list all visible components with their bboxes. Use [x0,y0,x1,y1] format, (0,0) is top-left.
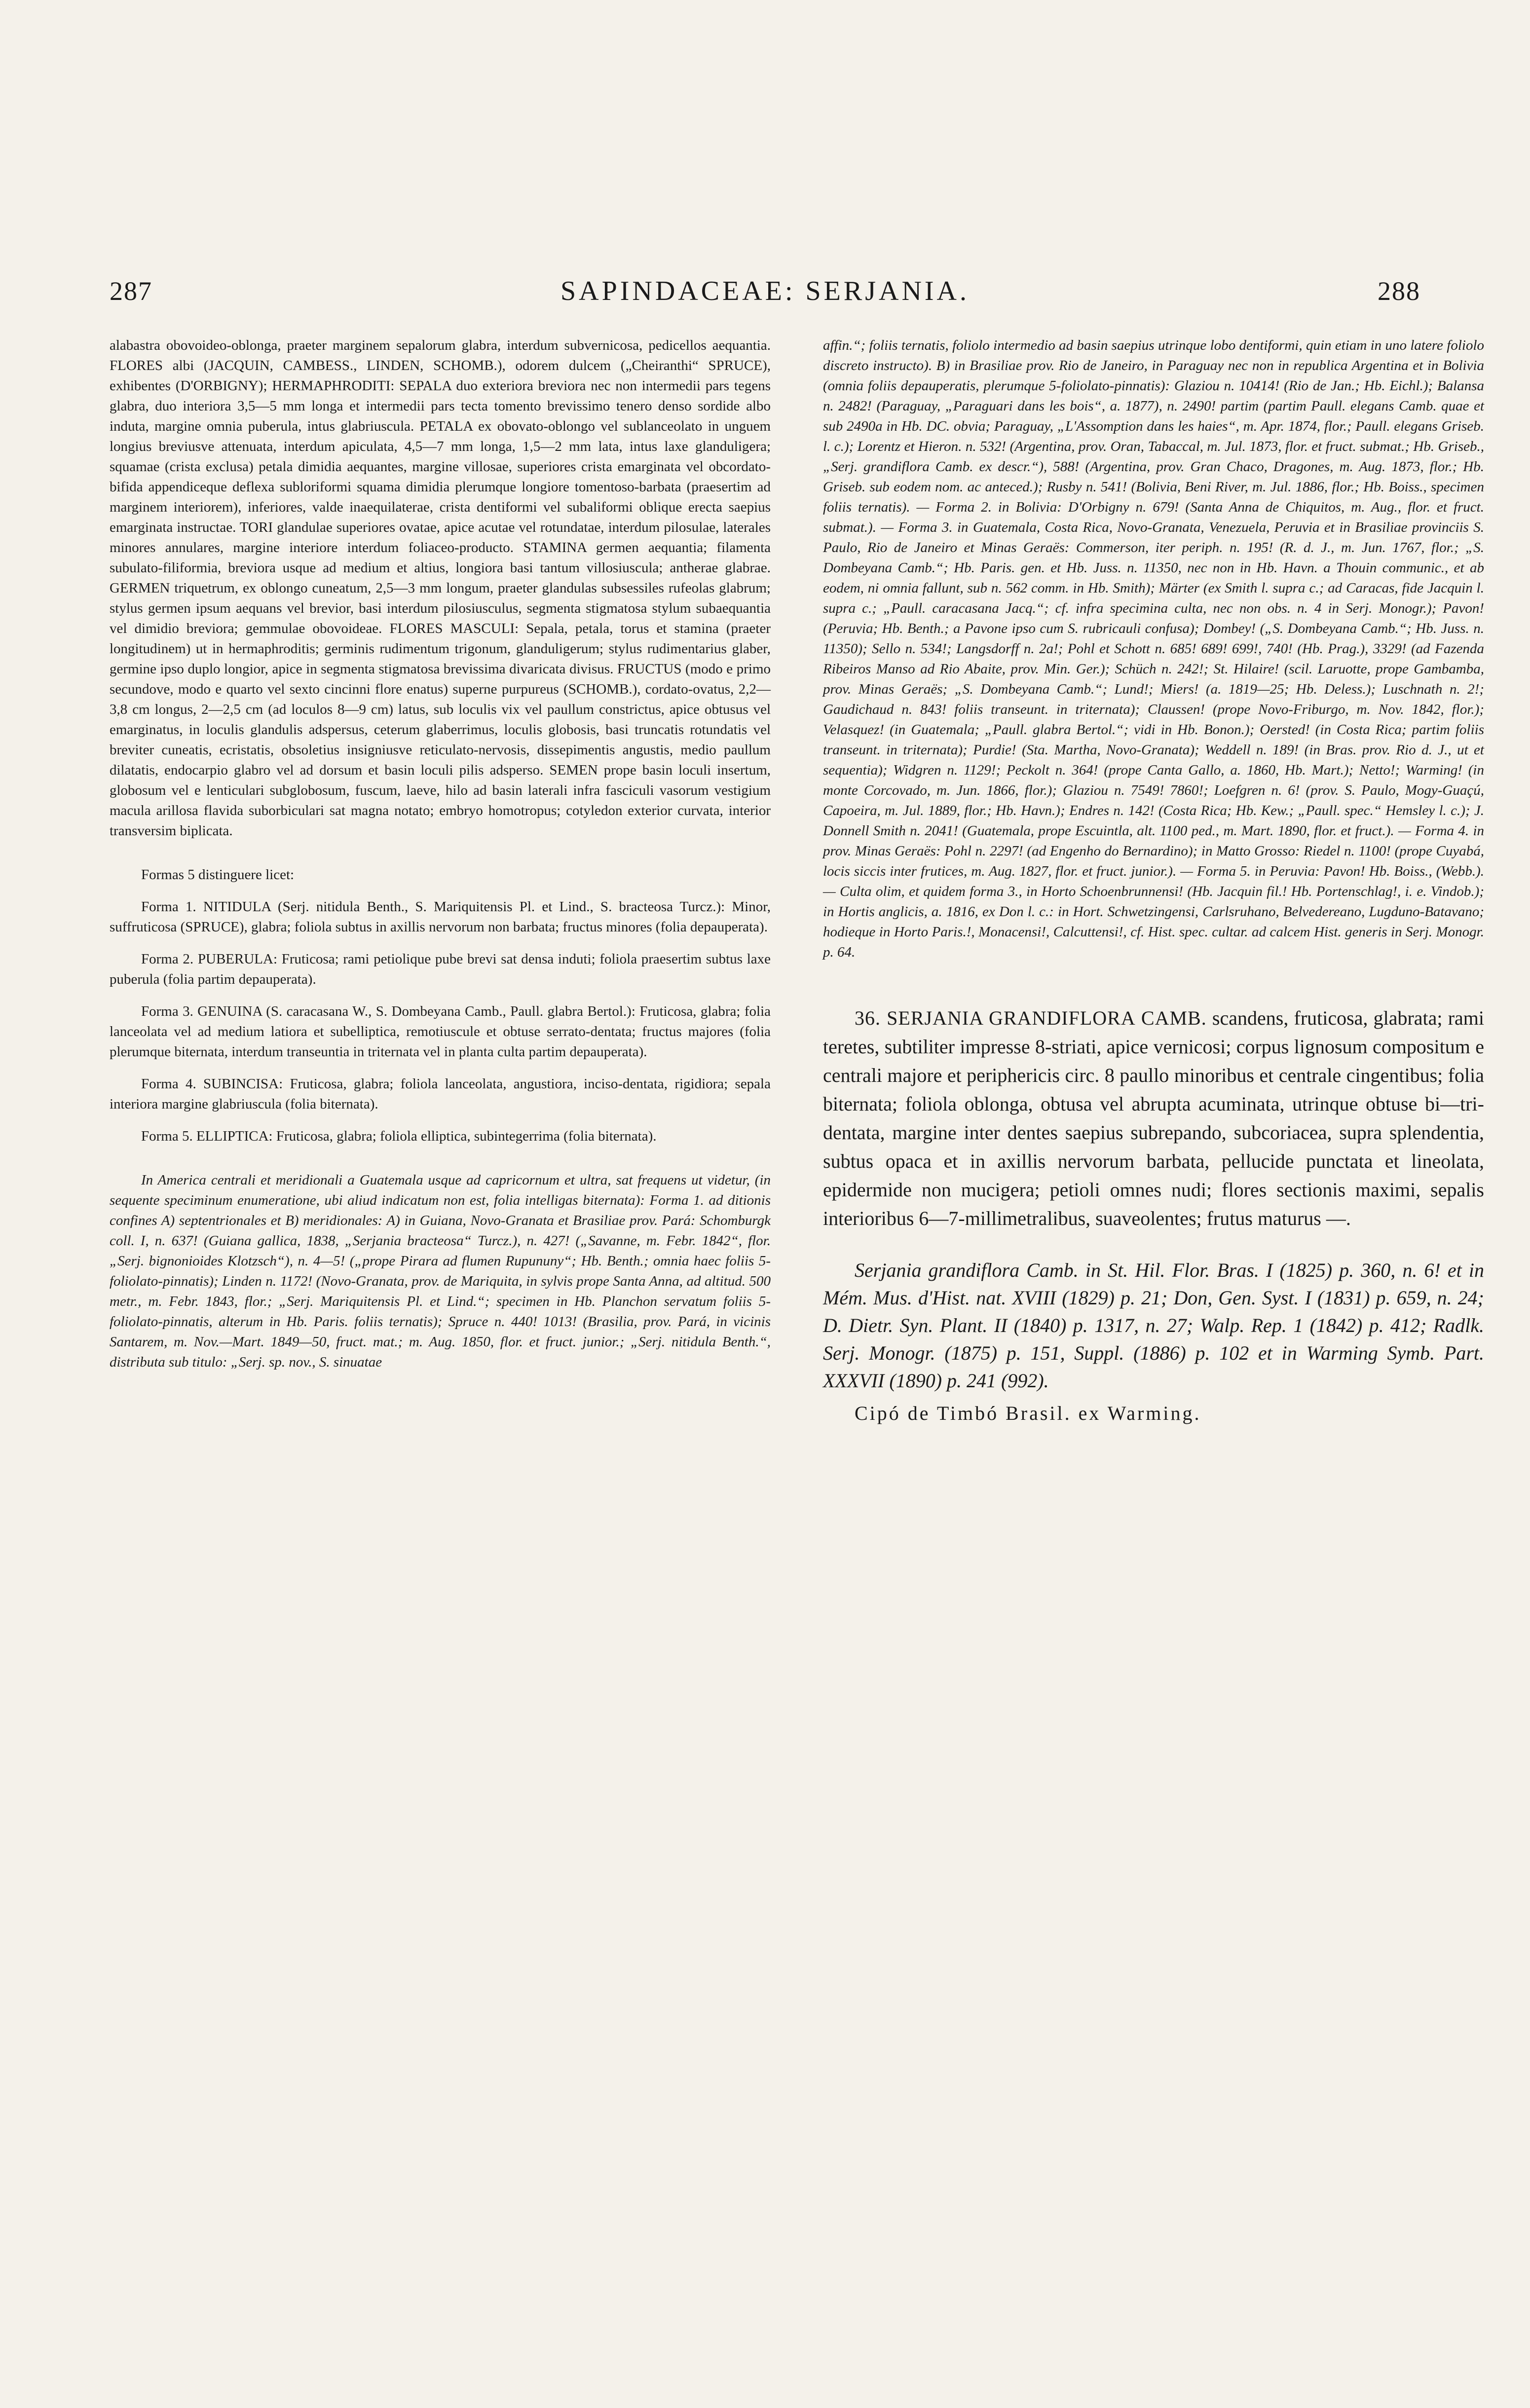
page-number-left: 287 [110,276,152,306]
species-description-continued: alabastra obovoideo-oblonga, praeter marginem sepalorum glabra, interdum subvernicosa, pedicellos aequantia. FLORES albi (JACQUIN, CAMBESS., LINDEN, SCHOMB.), odorem dulcem („Cheiranthi“ SPRUCE), exhibentes (D'ORBIGNY); HERMAPHRODITI: SEPALA duo exteriora breviora nec non intermedii pars tegens glabra, duo interiora 3,5—5 mm longa et intermedii pars tecta tomento brevissimo tenero denso sordide albo induta, margine omnia puberula, intus glabriuscula. PETALA ex obovato-oblongo vel sublanceolato in unguem longius breviusve attenuata, interdum apiculata, 4,5—7 mm longa, 1,5—2 mm lata, intus laxe glanduligera; squamae (crista exclusa) petala dimidia aequantes, margine villosae, superiores crista emarginata vel obcordato-bifida appendiceque deflexa subloriformi squama dimidia plerumque longiore tomentoso-barbata (praesertim ad marginem interiorem), inferiores, valde inaequilaterae, crista dentiformi vel subaliformi oblique erecta saepius emarginata instructae. TORI glandulae superiores ovatae, apice acutae vel rotundatae, interdum pilosulae, laterales minores annulares, margine interiore interdum foliaceo-producto. STAMINA germen aequantia; filamenta subulato-filiformia, breviora usque ad medium et altius, longiora basi tantum villosiuscula; antherae glabrae. GERMEN triquetrum, ex oblongo cuneatum, 2,5—3 mm longum, praeter glandulas subsessiles rufeolas glabrum; stylus germen ipsum aequans vel brevior, basi interdum pilosiusculus, segmenta stigmatosa stylum subaequantia vel dimidio breviora; gemmulae obovoideae. FLORES MASCULI: Sepala, petala, torus et stamina (praeter longitudinem) ut in hermaphroditis; germinis rudimentum trigonum, glanduligerum; stylus rudimentarius glaber, germine ipso duplo longior, apice in segmenta stigmatosa brevissima divaricata divisus. FRUCTUS (modo e primo secundove, modo e quarto vel sexto cincinni flore enatus) superne purpureus (SCHOMB.), cordato-ovatus, 2,2—3,8 cm longus, 2—2,5 cm (ad loculos 8—9 cm) latus, sub loculis vix vel paullum constrictus, apice obtusus vel emarginatus, in loculis glandulis adspersus, ceterum glaberrimus, loculis globosis, basi truncatis rotundatis vel breviter cuneatis, ecristatis, obsoletius insigniusve reticulato-nervosis, dissepimentis angustis, medio paullum dilatatis, endocarpio glabro vel ad dorsum et basin loculi pilis adsperso. SEMEN prope basin loculi insertum, globosum vel e lenticulari subglobosum, fuscum, laeve, hilo ad basin laterali infra fasciculi vasorum vestigium macula arillosa flavida suborbiculari sat magna notato; embryo homotropus; cotyledon exterior curvata, interior transversim biplicata. [110,337,771,839]
references: Serjania grandiflora Camb. in St. Hil. Flor. Bras. I (1825) p. 360, n. 6! et in Mém. Mus. d'Hist. nat. XVIII (1829) p. 21; Don, Gen. Syst. I (1831) p. 659, n. 24; D. Dietr. Syn. Plant. II (1840) p. 1317, n. 27; Walp. Rep. 1 (1842) p. 412; Radlk. Serj. Monogr. (1875) p. 151, Suppl. (1886) p. 102 et in Warming Symb. Part. XXXVII (1890) p. 241 (992). [823,1259,1484,1392]
forma-1: Forma 1. NITIDULA (Serj. nitidula Benth., S. Mariquitensis Pl. et Lind., S. bracteosa Turcz.): Minor, suffruticosa (SPRUCE), glabra; foliola subtus in axillis nervorum non barbata; fructus minores (folia depauperata). [110,899,771,935]
distribution-paragraph: In America centrali et meridionali a Guatemala usque ad capricornum et ultra, sat frequens ut videtur, (in sequente speciminum enumeratione, ubi aliud indicatum non est, folia intelligas biternata): Forma 1. ad ditionis confines A) septentrionales et B) meridionales: A) in Guiana, Novo-Granata et Brasiliae prov. Pará: Schomburgk coll. I, n. 637! (Guiana gallica, 1838, „Serjania bracteosa“ Turcz.), n. 427! („Savanne, m. Febr. 1842“, flor. „Serj. bignonioides Klotzsch“), n. 4—5! („prope Pirara ad flumen Rupununy“; Hb. Benth.; omnia haec foliis 5-foliolato-pinnatis); Linden n. 1172! (Novo-Granata, prov. de Mariquita, in sylvis prope Santa Anna, ad altitud. 500 metr., m. Febr. 1843, flor.; „Serj. Mariquitensis Pl. et Lind.“; specimen in Hb. Planchon servatum foliis 5-foliolato-pinnatis, alterum in Hb. Paris. foliis ternatis); Spruce n. 440! 1013! (Brasilia, prov. Pará, in vicinis Santarem, m. Nov.—Mart. 1849—50, fruct. mat.; m. Aug. 1850, flor. et fruct. junior.; „Serj. nitidula Benth.“, distributa sub titulo: „Serj. sp. nov., S. sinuatae [110,1172,771,1370]
left-column [110,335,771,1372]
forma-4: Forma 4. SUBINCISA: Fruticosa, glabra; foliola lanceolata, angustiora, inciso-dentata, rigidiora; sepala interiora margine glabriuscula (folia biternata). [110,1076,771,1112]
formas-intro: Formas 5 distinguere licet: [141,867,295,883]
right-column [823,335,1484,1427]
running-title: SAPINDACEAE: SERJANIA. [560,276,970,306]
species-description: scandens, fruticosa, glabrata; rami teretes, subtiliter impresse 8-striati, apice vernicosi; corpus lignosum compositum e centrali majore et periphericis circ. 8 paullo minoribus et centrale cingentibus; folia biternata; foliola oblonga, obtusa vel abrupta acuminata, utrinque obtuse bi—tri-dentata, margine inter dentes saepius subrepando, subcoriacea, supra splendentia, subtus opaca et in axillis nervorum barbata, pellucide punctata et lineolata, epidermide non mucigera; petioli omnes nudi; flores sectionis maximi, sepalis interioribus 6—7-millimetralibus, suaveolentes; frutus maturus —. [823,1007,1485,1229]
forma-3: Forma 3. GENUINA (S. caracasana W., S. Dombeyana Camb., Paull. glabra Bertol.): Fruticosa, glabra; folia lanceolata vel ad medium latiora et subelliptica, remotiuscule et obtuse serrato-dentata; fructus majores (folia plerumque biternata, interdum transeuntia in triternata vel in planta culta partim depauperata). [110,1003,771,1060]
forma-2: Forma 2. PUBERULA: Fruticosa; rami petiolique pube brevi sat densa induti; foliola praesertim subtus laxe puberula (folia partim depauperata). [110,951,771,987]
forma-5: Forma 5. ELLIPTICA: Fruticosa, glabra; foliola elliptica, subintegerrima (folia biternata). [141,1128,657,1144]
species-heading: 36. SERJANIA GRANDIFLORA [855,1007,1136,1029]
distribution-continued: affin.“; foliis ternatis, foliolo intermedio ad basin saepius utrinque lobo dentiformi, quin etiam in uno latere foliolo discreto instructo). B) in Brasiliae prov. Rio de Janeiro, in Paraguay nec non in republica Argentina et in Bolivia (omnia foliis depauperatis, plerumque 5-foliolato-pinnatis): Glaziou n. 10414! (Rio de Jan.; Hb. Eichl.); Balansa n. 2482! (Paraguay, „Paraguari dans les bois“, a. 1877), n. 2490! partim (partim Paull. elegans Camb. quae et sub 2490a in Hb. DC. obvia; Paraguay, „L'Assomption dans les haies“, m. Apr. 1874, flor.; Paull. elegans Griseb. l. c.); Lorentz et Hieron. n. 532! (Argentina, prov. Oran, Tabaccal, m. Jul. 1873, flor. et fruct. submat.; Hb. Griseb., „Serj. grandiflora Camb. ex descr.“), 588! (Argentina, prov. Gran Chaco, Dragones, m. Aug. 1873, flor.; Hb. Griseb. sub eodem nom. ac anteced.); Rusby n. 541! (Bolivia, Beni River, m. Jul. 1886, flor.; Hb. Boiss., specimen foliis ternatis). — Forma 2. in Bolivia: D'Orbigny n. 679! (Santa Anna de Chiquitos, m. Aug., flor. et fruct. submat.). — Forma 3. in Guatemala, Costa Rica, Novo-Granata, Venezuela, Peruvia et in Brasiliae provinciis S. Paulo, Rio de Janeiro et Minas Geraës: Commerson, iter periph. n. 195! (R. d. J., m. Jun. 1767, flor.; „S. Dombeyana Camb.“; Hb. Paris. gen. et Hb. Juss. n. 11350, nec non in Hb. Havn. a Thouin communic., et ab eodem, ni omnia fallunt, sub n. 562 comm. in Hb. Smith); Märter (ex Smith l. supra c.; ad Caracas, fide Jacquin l. supra c.; „Paull. caracasana Jacq.“; cf. infra specimina culta, nec non obs. n. 4 in Serj. Monogr.); Pavon! (Peruvia; Hb. Benth.; a Pavone ipso cum S. rubricauli confusa); Dombey! („S. Dombeyana Camb.“; Hb. Juss. n. 11350); Sello n. 534!; Langsdorff n. 2a!; Pohl et Schott n. 685! 689! 699!, 740! (Hb. Prag.), 3329! (ad Fazenda Ribeiros Manso ad Rio Abaite, prov. Min. Ger.); Schüch n. 242!; St. Hilaire! (scil. Laruotte, prope Gambamba, prov. Minas Geraës; „S. Dombeyana Camb.“; Lund!; Miers! (a. 1819—25; Hb. Deless.); Luschnath n. 2!; Gaudichaud n. 843! foliis transeunt. in triternata); Claussen! (prope Novo-Friburgo, m. Nov. 1842, flor.); Velasquez! (in Guatemala; „Paull. glabra Bertol.“; vidi in Hb. Bonon.); Oersted! (in Costa Rica; partim foliis transeunt. in triternata); Purdie! (Sta. Martha, Novo-Granata); Weddell n. 189! (in Bras. prov. Rio d. J., ut et sequentia); Widgren n. 1129!; Peckolt n. 364! (prope Canta Gallo, a. 1860, Hb. Mart.); Netto!; Warming! (in monte Corcovado, m. Jun. 1866, flor.); Glaziou n. 7549! 7860!; Loefgren n. 6! (prov. S. Paulo, Mogy-Guaçú, Capoeira, m. Jul. 1889, flor.; Hb. Havn.); Endres n. 142! (Costa Rica; Hb. Kew.; „Paull. spec.“ Hemsley l. c.); J. Donnell Smith n. 2041! (Guatemala, prope Escuintla, alt. 1100 ped., m. Mart. 1890, flor. et fruct.). — Forma 4. in prov. Minas Geraës: Pohl n. 2297! (ad Engenho do Bernardino); in Matto Grosso: Riedel n. 1100! (prope Cuyabá, locis siccis inter frutices, m. Aug. 1827, flor. et fruct. junior.). — Forma 5. in Peruvia: Pavon! Hb. Boiss., (Webb.). — Culta olim, et quidem forma 3., in Horto Schoenbrunnensi! (Hb. Jacquin fil.! Hb. Portenschlag!, i. e. Vindob.); in Hortis anglicis, a. 1816, ex Don l. c.: in Hort. Schwetzingensi, Carlsruhano, Belvedereano, Lugduno-Batavano; hodieque in Horto Paris.!, Monacensi!, Calcuttensi!, cf. Hist. spec. cultar. ad calcem Hist. generis in Serj. Monogr. p. 64. [823,337,1484,960]
species-author: CAMB. [1141,1007,1207,1029]
page-number-right: 288 [1378,276,1420,306]
vernacular-name: Cipó de Timbó Brasil. ex Warming. [855,1402,1201,1424]
species-entry [823,1004,1484,1233]
